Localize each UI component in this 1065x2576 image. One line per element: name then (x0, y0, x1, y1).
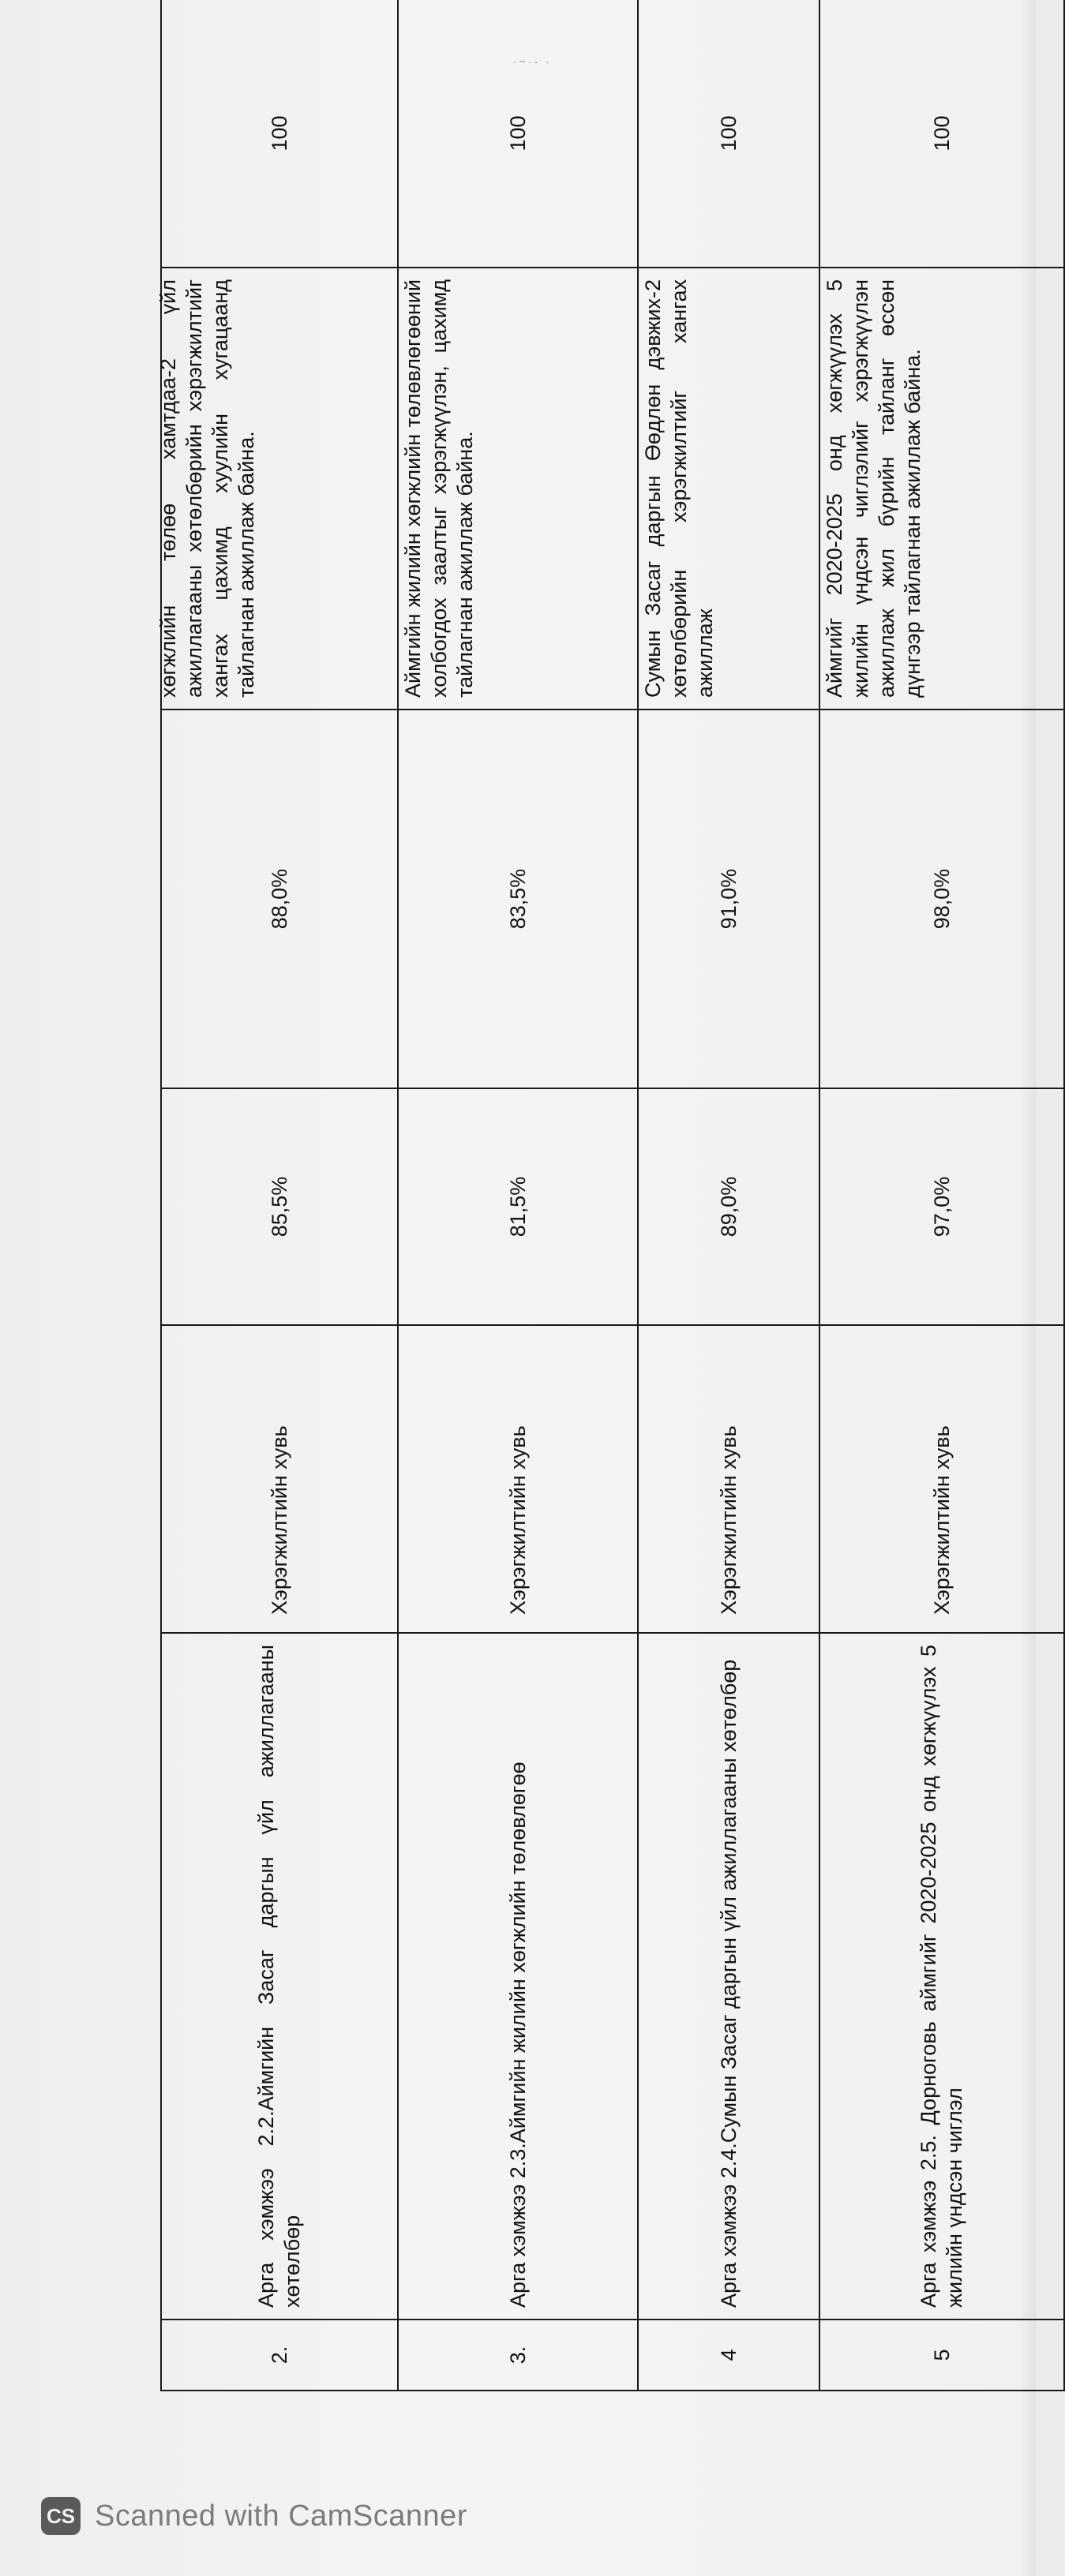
page-edge-shadow (1018, 0, 1036, 2576)
description-text: Сумын Засаг даргын Өөдлөн дэвжих-2 хөтөлбөрийн хэрэгжилтийг хангах ажиллаж (641, 279, 717, 698)
camscanner-watermark (41, 2496, 467, 2537)
plan-value: 89,0% (638, 1088, 819, 1325)
actual-value: 83,5% (398, 710, 638, 1088)
description-cell (638, 268, 819, 710)
measure-name: Арга хэмжээ 2.5. Дорноговь аймгийг 2020-2025 онд хөгжүүлэх 5 жилийн үндсэн чиглэл (819, 1633, 1064, 2320)
score-value: 100 (161, 0, 398, 268)
table-row (398, 0, 638, 2391)
indicator-cell: Хэрэгжилтийн хувь (638, 1325, 819, 1633)
score-value: 100 (398, 0, 638, 268)
score-value: 100 (819, 0, 1064, 268)
measure-name: Арга хэмжээ 2.4.Сумын Засаг даргын үйл ажиллагааны хөтөлбөр (638, 1633, 819, 2320)
indicator-cell: Хэрэгжилтийн хувь (819, 1325, 1064, 1633)
description-cell (156, 268, 398, 710)
measure-name: Арга хэмжээ 2.2.Аймгийн Засаг даргын үйл ажиллагааны хөтөлбөр (161, 1633, 398, 2320)
table-row (161, 0, 398, 2391)
table-row (638, 0, 819, 2391)
row-number: 2. (161, 2320, 398, 2391)
description-cell (398, 268, 638, 710)
measures-table (156, 0, 1065, 2391)
description-text: Аймгийг 2020-2025 онд хөгжүүлэх 5 жилийн үндсэн чиглэлийг хэрэгжүүлэн ажиллаж жил бүрийн тайланг өссөн дүнгээр тайлагнан ажиллаж байна. (823, 279, 924, 698)
description-text: хөгжлийн төлөө хамтдаа-2 үйл ажиллагааны хөтөлбөрийн хэрэгжилтийг хангах цахимд хуулийн хугацаанд тайлагнан ажиллаж байна. (156, 279, 258, 698)
actual-value: 88,0% (161, 710, 398, 1088)
indicator-cell: Хэрэгжилтийн хувь (161, 1325, 398, 1633)
description-text: Аймгийн жилийн хөгжлийн төлөвлөгөөний холбогдох заалтыг хэрэгжүүлэн, цахимд тайлагнан ажиллаж байна. (401, 279, 477, 698)
indicator-cell: Хэрэгжилтийн хувь (398, 1325, 638, 1633)
watermark-text: Scanned with CamScanner (95, 2499, 467, 2533)
score-value: 100 (638, 0, 819, 268)
scan-smudge: ·~·- · (513, 55, 552, 68)
measure-name: Арга хэмжээ 2.3.Аймгийн жилийн хөгжлийн төлөвлөгөө (398, 1633, 638, 2320)
actual-value: 98,0% (819, 710, 1064, 1088)
plan-value: 81,5% (398, 1088, 638, 1325)
row-number: 4 (638, 2320, 819, 2391)
row-number: 5 (819, 2320, 1064, 2391)
plan-value: 85,5% (161, 1088, 398, 1325)
camscanner-logo-icon: CS (41, 2497, 81, 2535)
actual-value: 91,0% (638, 710, 819, 1088)
row-number: 3. (398, 2320, 638, 2391)
plan-value: 97,0% (819, 1088, 1064, 1325)
